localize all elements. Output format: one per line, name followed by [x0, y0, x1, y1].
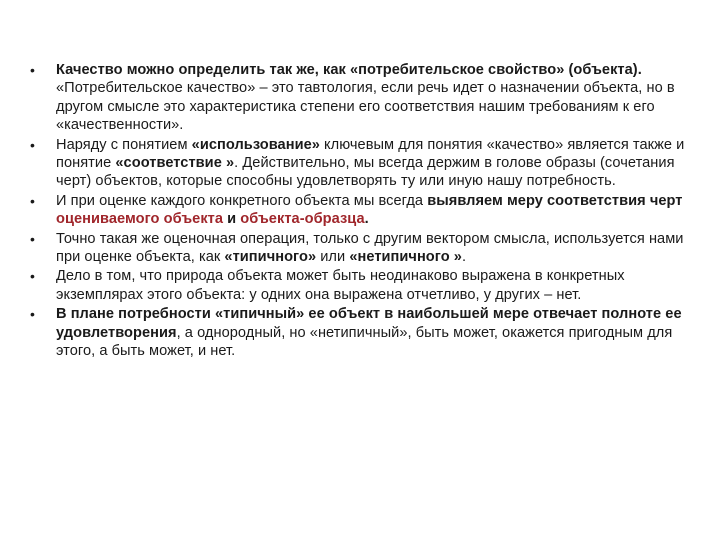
item-text-bold: «нетипичного »: [349, 249, 462, 266]
item-text: [56, 305, 690, 360]
list-item: [30, 192, 690, 229]
item-text-regular: , а однородный, но «нетипичный», быть может, окажется пригодным для этого, а быть может, и нет.: [56, 324, 673, 360]
list-item: [30, 61, 690, 135]
item-text: [56, 230, 690, 267]
bullet-icon: •: [30, 306, 35, 323]
list-item: [30, 267, 690, 304]
item-text-regular: или: [316, 249, 350, 266]
bullet-icon: •: [30, 268, 35, 285]
bullet-icon: •: [30, 62, 35, 78]
bullet-icon: •: [30, 230, 35, 247]
item-text: [56, 192, 690, 229]
item-text-regular: . Действительно, мы всегда держим в голове образы (сочетания черт) объектов, которые способны удовлетворять ту или иную нашу потребность.: [56, 155, 675, 190]
item-text-bold: «соответствие »: [115, 155, 235, 172]
item-text-regular: Точно такая же оценочная операция, только с другим вектором смысла, используется нами при оценке объекта, как: [56, 230, 684, 266]
item-text: [56, 136, 690, 191]
item-text-highlight: объекта-образца: [240, 211, 365, 228]
item-text-bold: и: [223, 211, 241, 228]
list-item: [30, 230, 690, 267]
item-text-bold: Качество можно определить так же, как «потребительское свойство» (объекта).: [56, 62, 642, 78]
item-text: [56, 61, 690, 135]
item-text-regular: Наряду с понятием: [56, 136, 192, 153]
item-text-regular: ключевым для понятия «качество» является также и понятие: [56, 136, 685, 172]
item-text: Дело в том, что природа объекта может быть неодинаково выражена в конкретных экземплярах этого объекта: у одних она выражена отчетливо, у других – нет.: [56, 268, 625, 303]
bullet-list: [30, 61, 690, 362]
item-text-bold: выявляем меру соответствия черт: [427, 192, 683, 209]
item-text-bold: «типичного»: [224, 249, 317, 266]
item-text-regular: .: [461, 249, 467, 266]
item-text-regular: «Потребительское качество» – это тавтология, если речь идет о назначении объекта, но в другом смысле это характеристика степени его соответствия нашим требованиям к его «качественности».: [56, 80, 675, 134]
list-item: [30, 136, 690, 191]
bullet-icon: •: [30, 192, 35, 209]
item-text-highlight: оцениваемого объекта: [56, 211, 224, 228]
item-text-bold: «использование»: [191, 136, 320, 153]
list-item: [30, 305, 690, 360]
item-text-bold: .: [364, 211, 369, 228]
bullet-icon: •: [30, 136, 35, 153]
item-text-bold: В плане потребности «типичный» ее объект в наибольшей мере отвечает полнотe ее удовлетворения: [56, 306, 682, 341]
item-text-regular: И при оценке каждого конкретного объекта мы всегда: [56, 192, 428, 209]
